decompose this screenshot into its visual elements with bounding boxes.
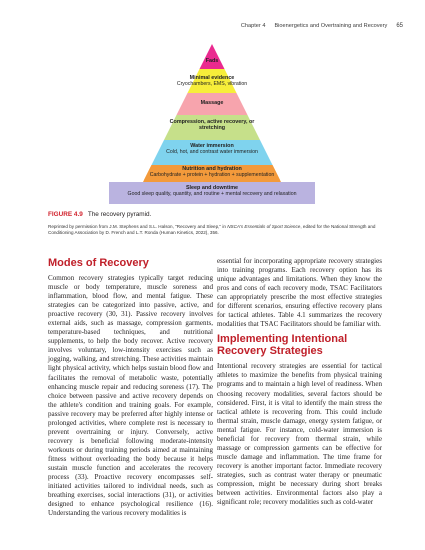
pyramid-graphic (0, 0, 425, 215)
section-heading-modes: Modes of Recovery (48, 257, 149, 269)
tier-water-immersion (150, 143, 274, 156)
figure-credit (48, 224, 388, 236)
tier-subtitle: Cold, hot, and contrast water immersion (166, 149, 258, 156)
body-paragraph: Intentional recovery strategies are essential for tactical athletes to maximize the benefits from physical training programs and to maintain a high level of readiness. When choosing recovery modalities, several factors should be considered. First, it is vital to identify the main stress the tactical athlete is recovering from. This could include thermal strain, muscle damage, energy system fatigue, or mental fatigue. For instance, cold-water immersion is beneficial for recovery from thermal strain, while massage or compression garments can be effective for muscle damage and inflammation. The time frame for recovery is another important factor. Immediate recovery strategies, such as contrast water therapy or pneumatic compression, might be necessary during short breaks between activities. Environmental factors also play a significant role; recovery modalities such as cold-water (217, 362, 382, 507)
figure-label: FIGURE 4.9 (48, 211, 83, 218)
tier-title: Nutrition and hydration (182, 166, 242, 172)
left-column (48, 257, 213, 518)
tier-title: Fads (205, 58, 219, 64)
tier-title: Sleep and downtime (185, 185, 239, 191)
section-heading-implementing: Implementing Intentional Recovery Strategies (217, 333, 348, 358)
recovery-pyramid-figure (0, 0, 425, 215)
figure-caption-text: The recovery pyramid. (87, 211, 152, 218)
tier-title: Minimal evidence (189, 75, 235, 81)
tier-title: Water immersion (190, 143, 234, 149)
tier-minimal-evidence (172, 75, 252, 88)
figure-caption (48, 211, 151, 218)
credit-suffix: , edited for the National Strength and Conditioning Association by D. French and L.T. Ronda (Human Kinetics, 2022), 356. (48, 224, 376, 235)
credit-book-title: NSCA's Essentials of Sport Science (227, 224, 301, 229)
tier-fads-shape (200, 44, 225, 69)
chapter-title: Bioenergetics and Overtraining and Recovery (274, 23, 388, 29)
tier-fads (180, 58, 244, 64)
tier-nutrition (130, 166, 294, 179)
tier-subtitle: Cryochambers, EMS, vibration (176, 81, 248, 88)
tier-subtitle: Good sleep quality, quantity, and routine + mental recovery and relaxation (127, 191, 297, 198)
chapter-label: Chapter 4 (240, 23, 266, 29)
tier-compression (162, 119, 262, 132)
tier-title: Compression, active recovery, or stretching (169, 119, 255, 132)
tier-title: Massage (200, 100, 224, 106)
right-column (217, 257, 382, 507)
tier-massage (172, 100, 252, 106)
body-paragraph: Common recovery strategies typically target reducing muscle or body temperature, muscle soreness and inflammation, blood flow, and mental fatigue. These strategies can be categorized into passive, active, and proactive recovery (30, 31). Passive recovery involves external aids, such as massage, compression garments, temperature-based techniques, and nutritional supplements, to help the body recover. Active recovery involves voluntary, low-intensity exercises such as jogging, walking, and stretching. These activities maintain light physical activity, which helps sustain blood flow and facilitates the removal of metabolic waste, potentially enhancing muscle repair and reducing soreness (17). The choice between passive and active recovery depends on the athlete's condition and training goals. For example, passive recovery may be preferred after highly intense or prolonged activities, where complete rest is necessary to prevent overtraining or injury. Conversely, active recovery is beneficial following moderate-intensity workouts or during training periods aimed at maintaining fitness without overloading the body because it helps sustain muscle function and accelerates the recovery process (33). Proactive recovery encompasses self-initiated activities tailored to individual needs, such as breathing exercises, social interactions (31), or activities designed to enhance psychological resilience (16). Understanding the various recovery modalities is (48, 274, 213, 518)
tier-subtitle: Carbohydrate + protein + hydration + supplementation (149, 172, 275, 179)
page-number: 65 (396, 23, 403, 29)
tier-sleep (109, 185, 315, 198)
body-paragraph: essential for incorporating appropriate recovery strategies into training programs. Each recovery option has its unique advantages and limitations. When they know the pros and cons of each recovery mode, TSAC Facilitators can appropriately prescribe the most effective strategies for different scenarios, ensuring effective recovery plans for tactical athletes. Table 4.1 summarizes the recovery modalities that TSAC Facilitators should be familiar with. (217, 257, 382, 329)
credit-prefix: Reprinted by permission from J.M. Stephens and S.L. Halson, "Recovery and Sleep," in (48, 224, 228, 229)
